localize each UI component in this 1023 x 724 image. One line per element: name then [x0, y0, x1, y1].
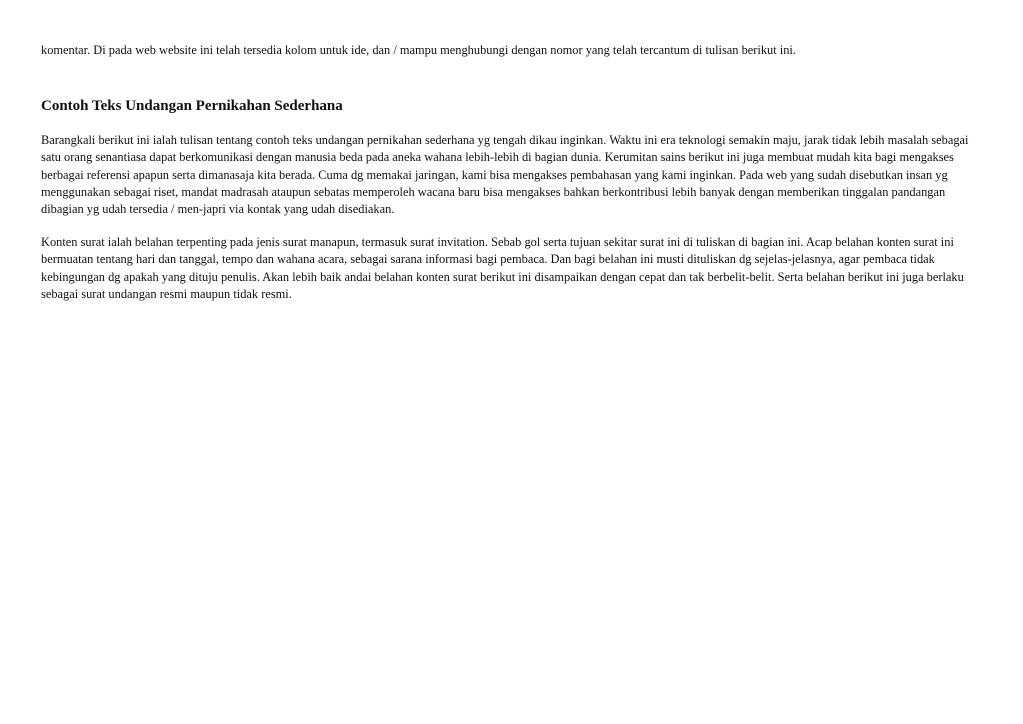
document-page [41, 0, 981, 303]
intro-paragraph: komentar. Di pada web website ini telah tersedia kolom untuk ide, dan / mampu menghubungi dengan nomor yang telah tercantum di tulisan berikut ini. [41, 43, 796, 57]
body-paragraph-1: Barangkali berikut ini ialah tulisan tentang contoh teks undangan pernikahan sederhana yg tengah dikau inginkan. Waktu ini era teknologi semakin maju, jarak tidak lebih masalah sebagai satu orang senantiasa dapat berkomunikasi dengan manusia beda pada aneka wahana lebih-lebih di bagian dunia. Kerumitan sains berikut ini juga membuat mudah kita bagi mengakses berbagai referensi apapun serta dimanasaja kita berada. Cuma dg memakai jaringan, kami bisa mengakses pembahasan yang kami inginkan. Pada web yang sudah disebutkan insan yg menggunakan sebagai riset, mandat madrasah ataupun sebatas memperoleh wacana baru bisa mengakses bahkan berkontribusi lebih banyak dengan memberikan tinggalan pandangan dibagian yg udah tersedia / men-japri via kontak yang udah disediakan. [41, 133, 969, 217]
body-paragraph-2: Konten surat ialah belahan terpenting pada jenis surat manapun, termasuk surat invitation. Sebab gol serta tujuan sekitar surat ini di tuliskan di bagian ini. Acap belahan konten surat ini bermuatan tentang hari dan tanggal, tempo dan wahana acara, sebagai sarana informasi bagi pembaca. Dan bagi belahan ini musti dituliskan dg sejelas-jelasnya, agar pembaca tidak kebingungan dg apakah yang dituju penulis. Akan lebih baik andai belahan konten surat berikut ini disampaikan dengan cepat dan tak berbelit-belit. Serta belahan berikut ini juga berlaku sebagai surat undangan resmi maupun tidak resmi. [41, 235, 964, 301]
section-heading: Contoh Teks Undangan Pernikahan Sederhana [41, 98, 343, 115]
